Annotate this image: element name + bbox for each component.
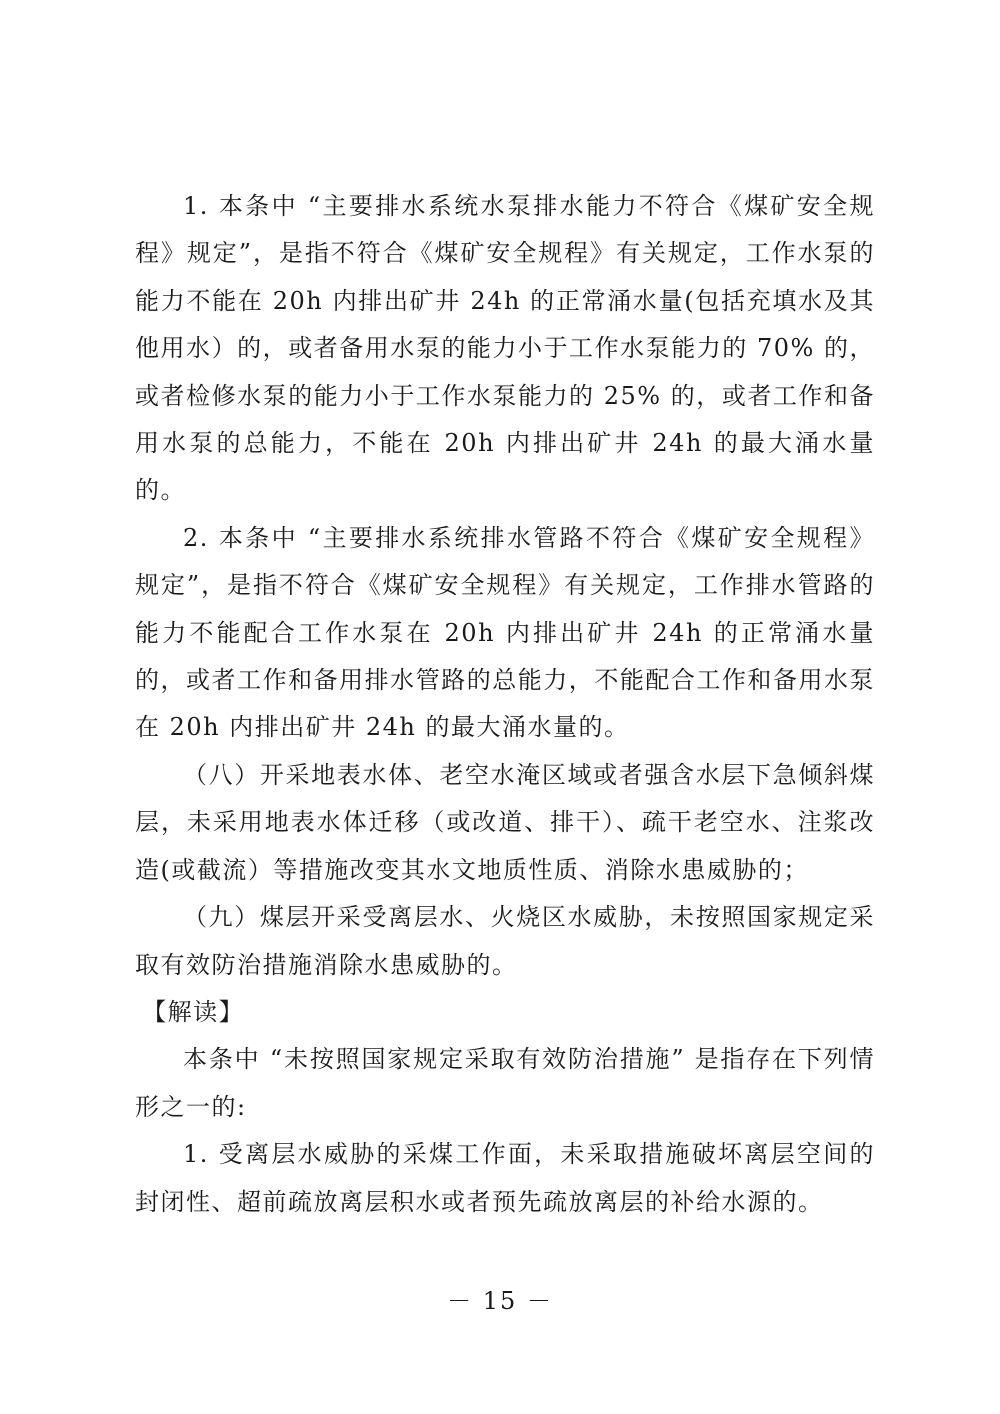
paragraph-2: 2. 本条中 “主要排水系统排水管路不符合《煤矿安全规程》规定”，是指不符合《煤矿安全规程》有关规定，工作排水管路的能力不能配合工作水泵在 20h 内排出矿井 24h 的正常涌水量的，或者工作和备用排水管路的总能力，不能配合工作和备用水泵在 20h 内排出矿井 24h 的最大涌水量的。 <box>135 523 875 742</box>
paragraph-4: （九）煤层开采受离层水、火烧区水威胁，未按照国家规定采取有效防治措施消除水患威胁的。 <box>135 903 875 979</box>
interpretation-paragraph-2: 1. 受离层水威胁的采煤工作面，未采取措施破坏离层空间的封闭性、超前疏放离层积水或者预先疏放离层的补给水源的。 <box>135 1140 875 1216</box>
interpretation-heading: 【解读】 <box>142 997 245 1026</box>
interpretation-paragraph-1: 本条中 “未按照国家规定采取有效防治措施” 是指存在下列情形之一的: <box>135 1045 875 1121</box>
page-number: － 15 － <box>447 1287 553 1315</box>
body-text <box>135 183 875 1226</box>
paragraph-3: （八）开采地表水体、老空水淹区域或者强含水层下急倾斜煤层，未采用地表水体迁移（或改道、排干）、疏干老空水、注浆改造(或截流）等措施改变其水文地质性质、消除水患威胁的； <box>135 760 875 884</box>
paragraph-1: 1. 本条中 “主要排水系统水泵排水能力不符合《煤矿安全规程》规定”，是指不符合《煤矿安全规程》有关规定，工作水泵的能力不能在 20h 内排出矿井 24h 的正常涌水量(包括充填水及其他用水）的，或者备用水泵的能力小于工作水泵能力的 70% 的，或者检修水泵的能力小于工作水泵能力的 25% 的，或者工作和备用水泵的总能力，不能在 20h 内排出矿井 24h 的最大涌水量的。 <box>135 192 875 505</box>
